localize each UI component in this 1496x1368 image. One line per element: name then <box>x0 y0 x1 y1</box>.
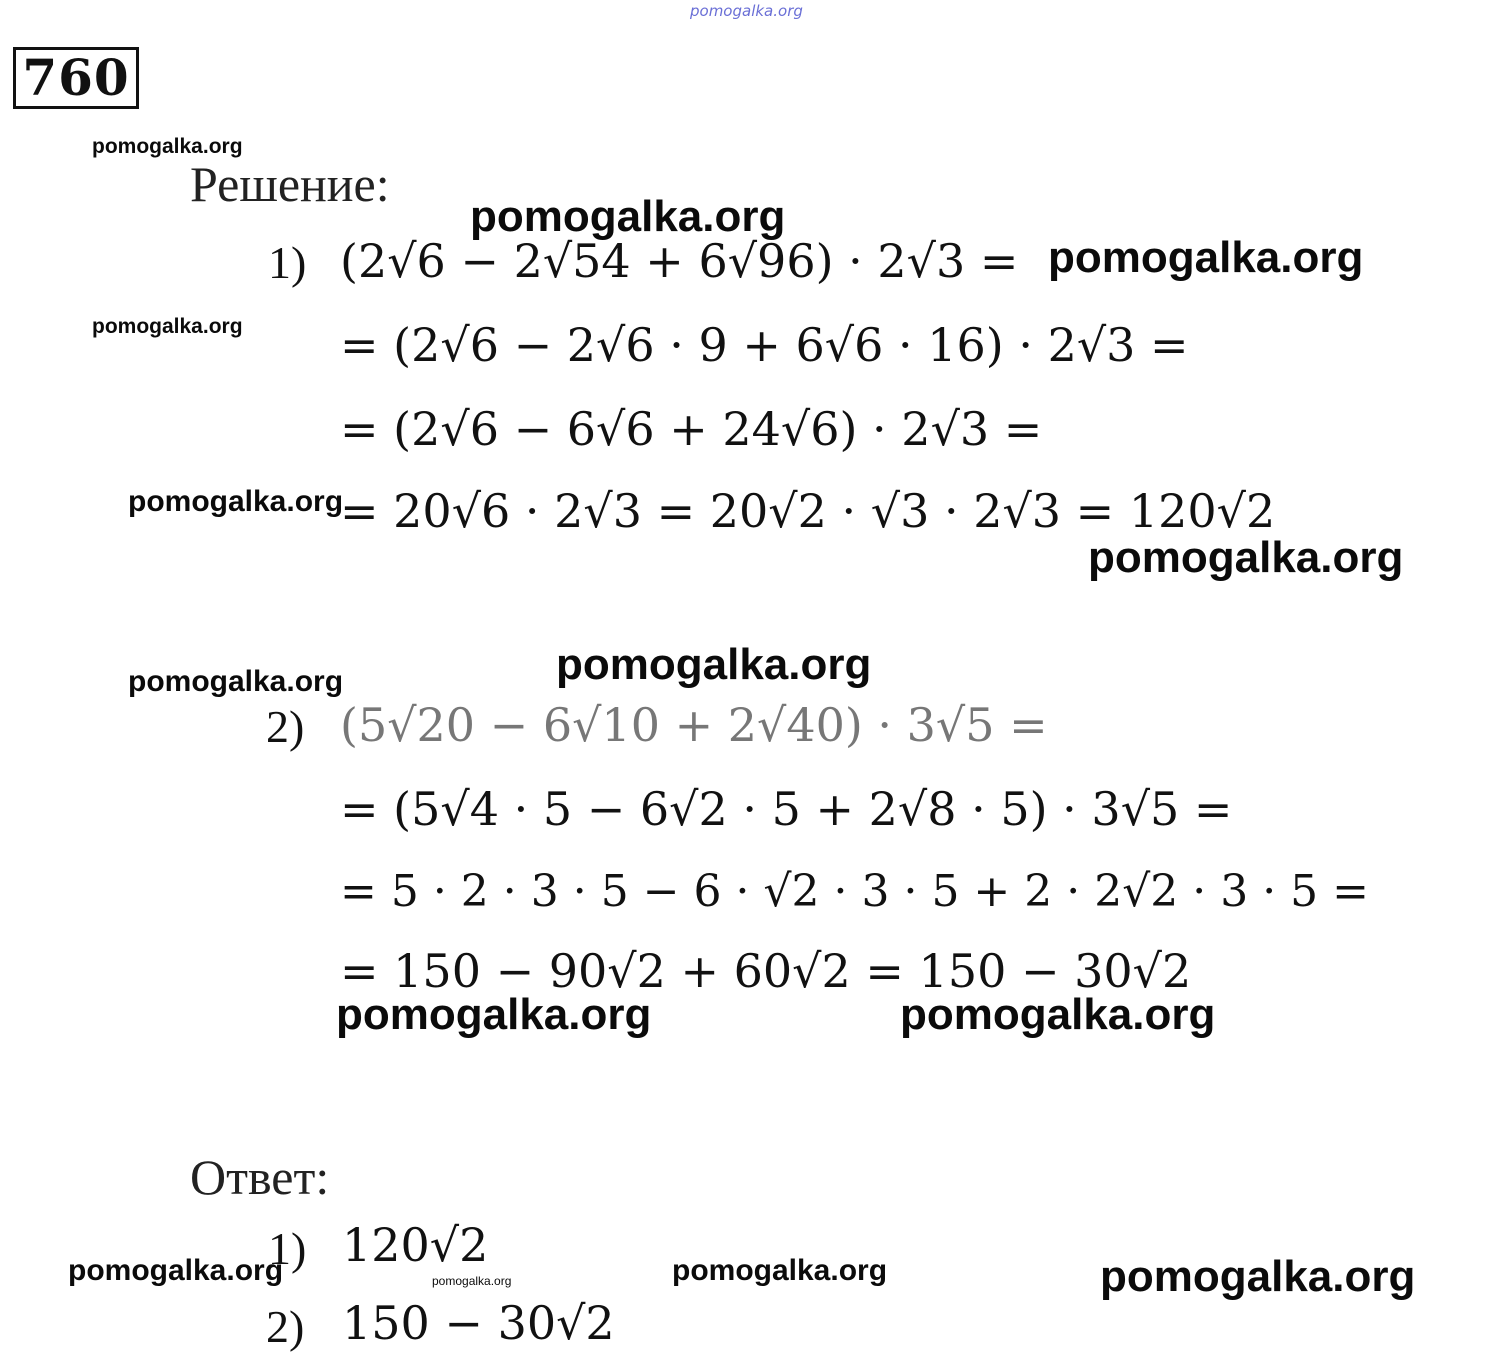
part1-line-3: = (2√6 − 6√6 + 24√6) · 2√3 = <box>340 402 1043 456</box>
answer-2-label: 2) <box>266 1301 305 1352</box>
part1-label: 1) <box>268 237 307 288</box>
answer-1-value: 120√2 <box>342 1218 489 1272</box>
watermark: pomogalka.org <box>92 135 243 158</box>
part2-line-4: = 150 − 90√2 + 60√2 = 150 − 30√2 <box>340 944 1192 998</box>
watermark: pomogalka.org <box>1088 533 1404 582</box>
watermark: pomogalka.org <box>68 1254 284 1287</box>
answer-1-label: 1) <box>268 1223 307 1274</box>
watermark: pomogalka.org <box>92 315 243 338</box>
part1-line-2: = (2√6 − 2√6 · 9 + 6√6 · 16) · 2√3 = <box>340 318 1189 372</box>
watermark: pomogalka.org <box>900 990 1216 1039</box>
watermark: pomogalka.org <box>672 1254 888 1287</box>
part1-line-1: (2√6 − 2√54 + 6√96) · 2√3 = <box>340 234 1019 288</box>
watermark: pomogalka.org <box>1048 233 1364 282</box>
watermark: pomogalka.org <box>128 485 344 518</box>
watermark: pomogalka.org <box>336 990 652 1039</box>
watermark: pomogalka.org <box>432 1274 512 1288</box>
part2-line-3: = 5 · 2 · 3 · 5 − 6 · √2 · 3 · 5 + 2 · 2√2 · 3 · 5 = <box>340 866 1370 917</box>
watermark: pomogalka.org <box>128 665 344 698</box>
part1-line-4: = 20√6 · 2√3 = 20√2 · √3 · 2√3 = 120√2 <box>340 484 1276 538</box>
watermark-top: pomogalka.org <box>690 2 803 20</box>
part2-label: 2) <box>266 701 305 752</box>
part2-line-1: (5√20 − 6√10 + 2√40) · 3√5 = <box>340 698 1048 752</box>
watermark: pomogalka.org <box>470 192 786 241</box>
watermark: pomogalka.org <box>556 640 872 689</box>
problem-number: 760 <box>13 47 139 109</box>
watermark: pomogalka.org <box>1100 1252 1416 1301</box>
solution-heading: Решение: <box>190 156 390 212</box>
part2-line-2: = (5√4 · 5 − 6√2 · 5 + 2√8 · 5) · 3√5 = <box>340 782 1233 836</box>
answer-heading: Ответ: <box>190 1149 330 1205</box>
answer-2-value: 150 − 30√2 <box>342 1296 615 1350</box>
